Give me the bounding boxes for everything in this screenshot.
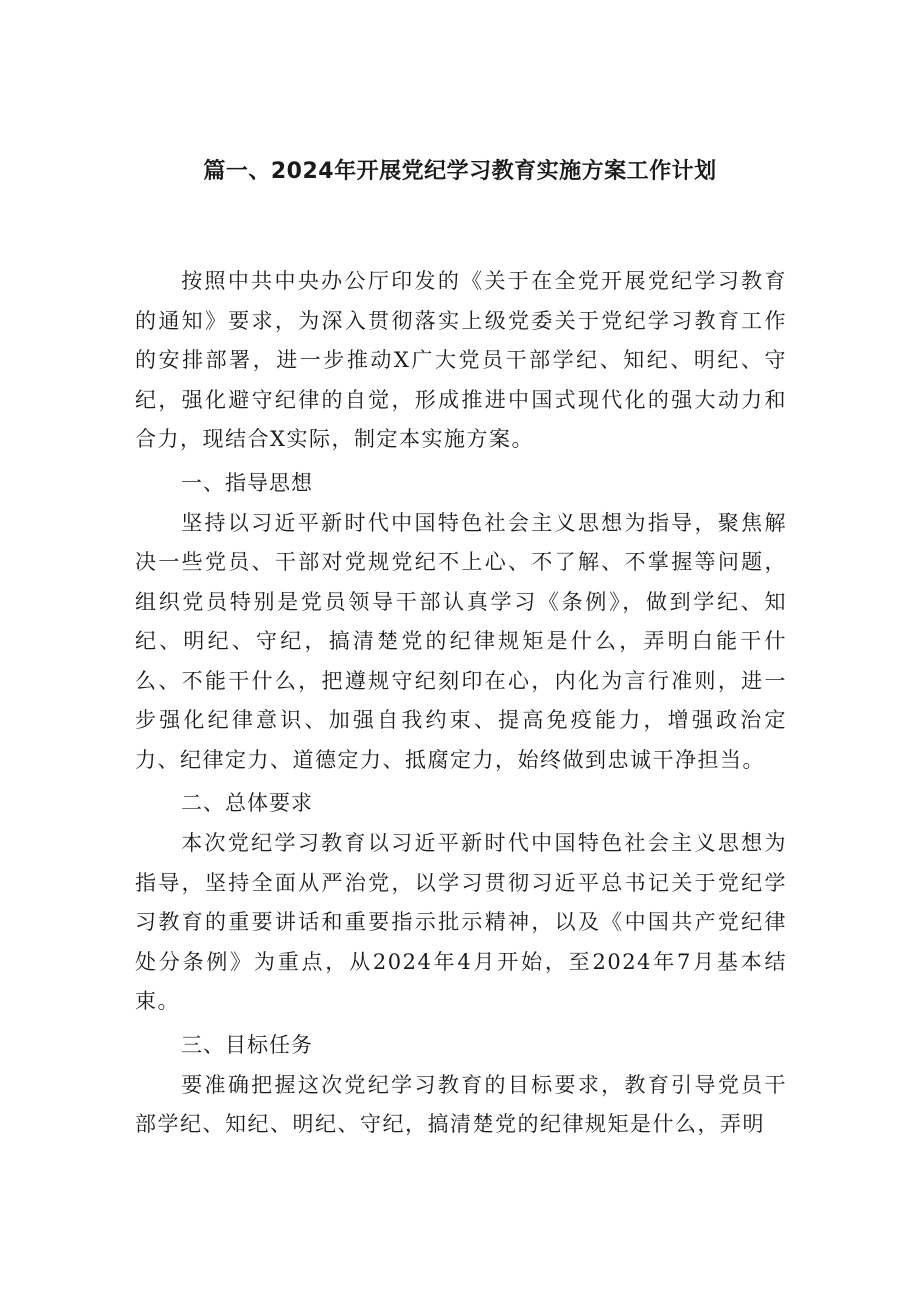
intro-paragraph: 按照中共中央办公厅印发的《关于在全党开展党纪学习教育的通知》要求，为深入贯彻落实上级党委关于党纪学习教育工作的安排部署，进一步推动X广大党员干部学纪、知纪、明纪、守纪，强化避守纪律的自觉，形成推进中国式现代化的强大动力和合力，现结合X实际，制定本实施方案。	[135, 269, 787, 451]
document-title: 篇一、2024年开展党纪学习教育实施方案工作计划	[203, 159, 717, 184]
section-body-guiding-ideology: 坚持以习近平新时代中国特色社会主义思想为指导，聚焦解决一些党员、干部对党规党纪不上心、不了解、不掌握等问题，组织党员特别是党员领导干部认真学习《条例》，做到学纪、知纪、明纪、守纪，搞清楚党的纪律规矩是什么，弄明白能干什么、不能干什么，把遵规守纪刻印在心，内化为言行准则，进一步强化纪律意识、加强自我约束、提高免疫能力，增强政治定力、纪律定力、道德定力、抵腐定力，始终做到忠诚干净担当。	[135, 510, 787, 772]
section-body-overall-requirements: 本次党纪学习教育以习近平新时代中国特色社会主义思想为指导，坚持全面从严治党，以学习贯彻习近平总书记关于党纪学习教育的重要讲话和重要指示批示精神，以及《中国共产党纪律处分条例》为重点，从2024年4月开始，至2024年7月基本结束。	[135, 831, 787, 1013]
section-heading-objectives: 三、目标任务	[181, 1032, 313, 1057]
document-body	[135, 262, 787, 1145]
section-body-objectives: 要准确把握这次党纪学习教育的目标要求，教育引导党员干部学纪、知纪、明纪、守纪，搞清楚党的纪律规矩是什么，弄明	[135, 1072, 787, 1136]
section-heading-overall-requirements: 二、总体要求	[181, 791, 313, 815]
section-heading-guiding-ideology: 一、指导思想	[181, 470, 313, 495]
